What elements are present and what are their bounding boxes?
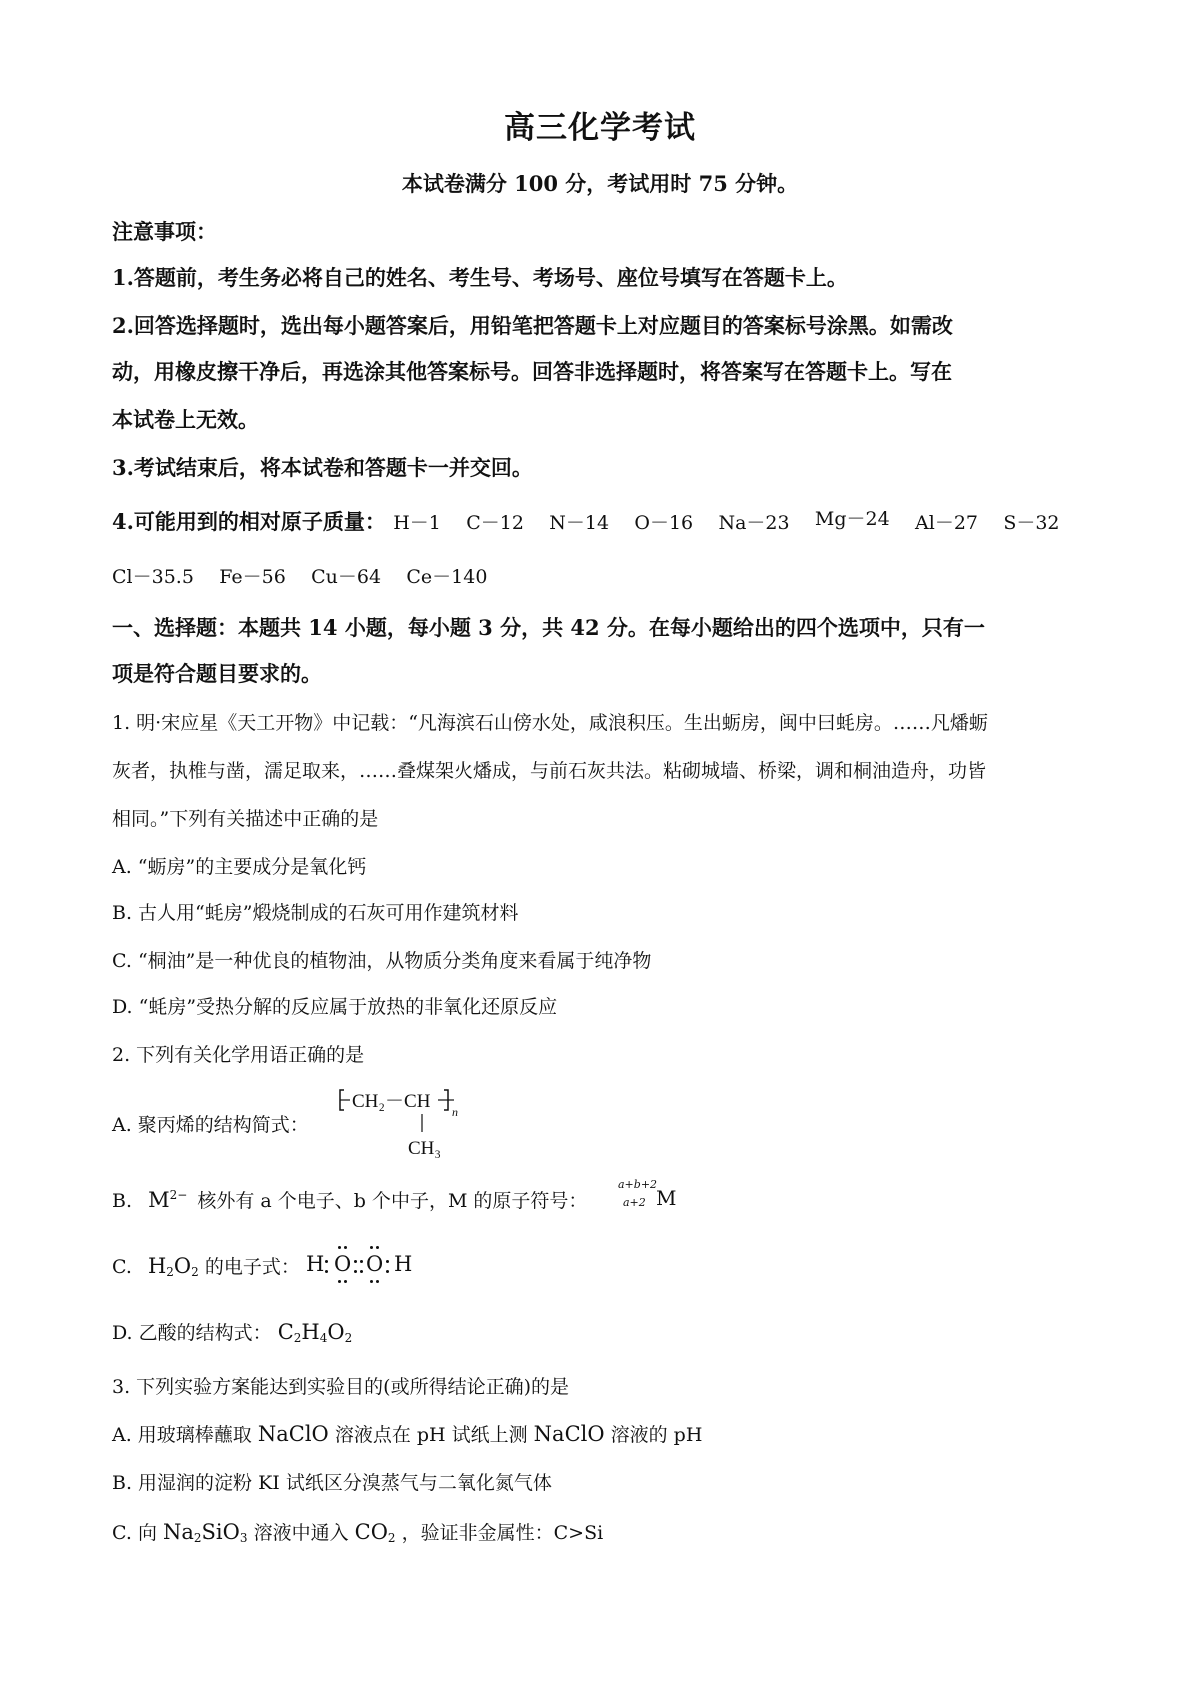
option-c-mid: 溶液中通入 [253, 1522, 349, 1544]
q1-option-d: D. “蚝房”受热分解的反应属于放热的非氧化还原反应 [112, 996, 558, 1018]
q1-option-b: B. 古人用“蚝房”煅烧制成的石灰可用作建筑材料 [112, 902, 519, 924]
option-c-pre: C. 向 [112, 1522, 157, 1544]
mass-number: a+b+2 [618, 1178, 658, 1191]
naclo-1: NaClO [257, 1422, 329, 1446]
option-letter: C. [112, 1256, 132, 1278]
page-title: 高三化学考试 [504, 110, 696, 146]
h2o2-formula: $H_2O_2$ [147, 1254, 199, 1279]
option-c-text: 的电子式： [204, 1256, 300, 1278]
q1-stem-line-3: 相同。”下列有关描述中正确的是 [112, 808, 379, 830]
exam-subtitle: 本试卷满分 100 分，考试用时 75 分钟。 [401, 171, 799, 196]
hydrogen-1: H [306, 1252, 325, 1276]
q2-option-c [112, 1252, 300, 1279]
mass-o: O－16 [634, 512, 694, 534]
sodium-silicate-formula: $Na_2SiO_3$ [163, 1520, 248, 1545]
q3-option-a [112, 1420, 702, 1447]
mass-al: Al－27 [915, 512, 978, 534]
ion-symbol: M [148, 1188, 170, 1212]
option-letter: B. [112, 1190, 133, 1212]
oxygen-2: O [366, 1252, 384, 1276]
notice-heading: 注意事项： [112, 219, 217, 244]
option-b-text: 核外有 a 个电子、b 个中子，M 的原子符号： [197, 1190, 588, 1212]
notice-item-2-line-3: 本试卷上无效。 [112, 407, 259, 432]
atomic-masses-row-2 [112, 562, 1092, 589]
atomic-number: a+2 [623, 1196, 646, 1209]
ion-charge: 2− [169, 1188, 188, 1202]
mass-cl: Cl－35.5 [112, 566, 194, 588]
mass-c: C－12 [466, 512, 524, 534]
polypropylene-structure [338, 1084, 468, 1164]
nuclide-symbol [618, 1178, 677, 1210]
branch-text: CH₃ [408, 1138, 442, 1159]
mass-cu: Cu－64 [311, 566, 382, 588]
naclo-2: NaClO [533, 1422, 605, 1446]
q1-option-a: A. “蛎房”的主要成分是氧化钙 [112, 856, 367, 878]
mass-mg: Mg－24 [814, 508, 890, 530]
mass-s: S－32 [1003, 512, 1060, 534]
notice-item-2-line-1: 2.回答选择题时，选出每小题答案后，用铅笔把答题卡上对应题目的答案标号涂黑。如需改 [112, 313, 953, 338]
q1-stem-line-2: 灰者，执椎与凿，濡足取来，……叠煤架火燔成，与前石灰共法。粘砌城墙、桥梁，调和桐油造舟，功皆 [112, 760, 987, 782]
option-a-mid: 溶液点在 pH 试纸上测 [334, 1424, 528, 1446]
repeat-n: n [452, 1105, 458, 1119]
mass-ce: Ce－140 [406, 566, 488, 588]
section-1-heading-line-2: 项是符合题目要求的。 [112, 661, 322, 686]
mass-n: N－14 [549, 512, 610, 534]
notice-item-4 [112, 506, 1092, 536]
chain-text: CH₂－CH [352, 1091, 431, 1112]
option-a-pre: A. 用玻璃棒蘸取 [112, 1424, 252, 1446]
mass-na: Na－23 [718, 512, 790, 534]
acetic-acid-formula: $C_2H_4O_2$ [277, 1320, 353, 1345]
co2-formula: $CO_2$ [354, 1520, 396, 1545]
section-1-heading-line-1: 一、选择题：本题共 14 小题，每小题 3 分，共 42 分。在每小题给出的四个选项中，只有一 [112, 615, 985, 640]
q1-option-c: C. “桐油”是一种优良的植物油，从物质分类角度来看属于纯净物 [112, 950, 652, 972]
atomic-mass-label: 4.可能用到的相对原子质量： [112, 509, 386, 534]
q3-option-c [112, 1518, 603, 1545]
q2-option-b [112, 1186, 587, 1213]
mass-fe: Fe－56 [219, 566, 286, 588]
q2-stem: 2. 下列有关化学用语正确的是 [112, 1044, 365, 1066]
option-c-post: ，验证非金属性：C>Si [401, 1522, 604, 1544]
q1-stem-line-1: 1. 明·宋应星《天工开物》中记载：“凡海滨石山傍水处，咸浪积压。生出蛎房，闽中曰蚝房。……凡燔蛎 [112, 712, 988, 734]
hydrogen-2: H [394, 1252, 413, 1276]
q3-stem: 3. 下列实验方案能达到实验目的(或所得结论正确)的是 [112, 1376, 569, 1398]
option-d-text: D. 乙酸的结构式： [112, 1322, 272, 1344]
h2o2-electron-formula [306, 1250, 426, 1286]
mass-h: H－1 [393, 512, 441, 534]
notice-item-2-line-2: 动，用橡皮擦干净后，再选涂其他答案标号。回答非选择题时，将答案写在答题卡上。写在 [112, 359, 952, 384]
oxygen-1: O [334, 1252, 352, 1276]
element-symbol: M [656, 1186, 677, 1210]
notice-item-1: 1.答题前，考生务必将自己的姓名、考生号、考场号、座位号填写在答题卡上。 [112, 265, 848, 290]
option-a-post: 溶液的 pH [610, 1424, 703, 1446]
q3-option-b: B. 用湿润的淀粉 KI 试纸区分溴蒸气与二氧化氮气体 [112, 1472, 552, 1494]
q2-option-a-label: A. 聚丙烯的结构简式： [112, 1114, 309, 1136]
q2-option-d [112, 1318, 352, 1345]
notice-item-3: 3.考试结束后，将本试卷和答题卡一并交回。 [112, 455, 533, 480]
